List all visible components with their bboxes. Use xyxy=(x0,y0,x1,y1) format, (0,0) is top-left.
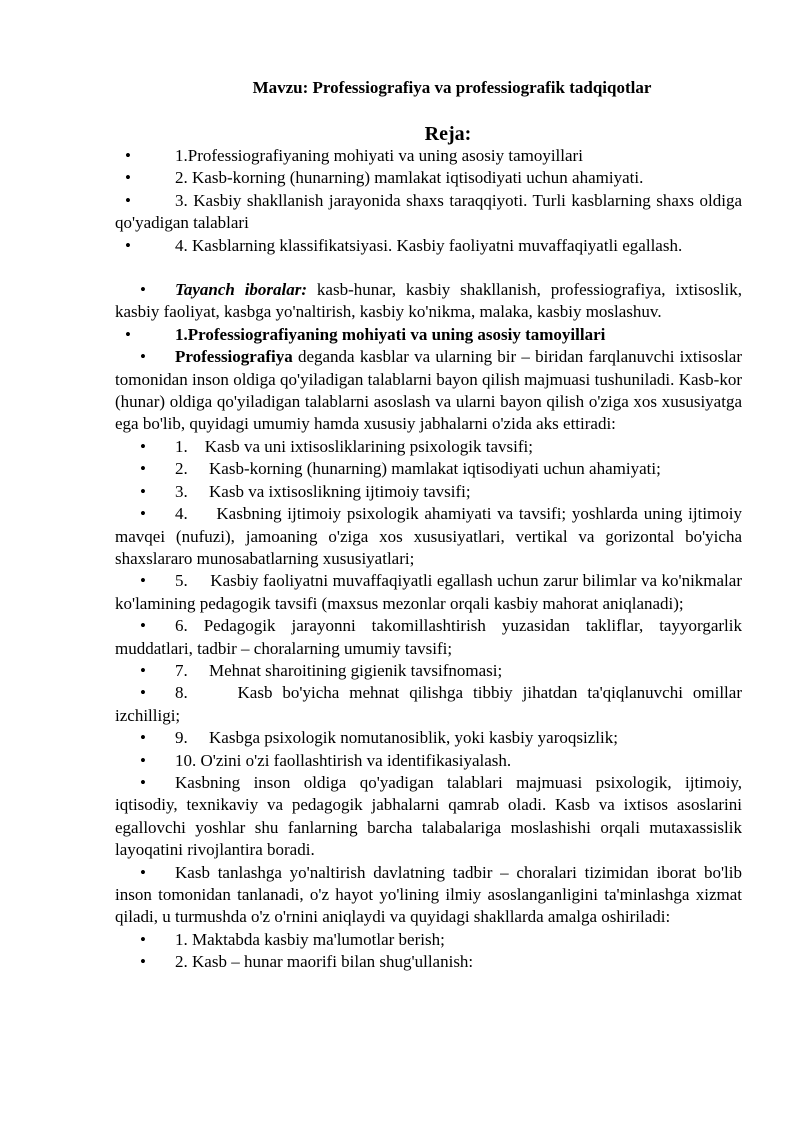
keywords-text: kasb-hunar, kasbiy shakllanish, professiografiya, ixtisoslik, kasbiy faoliyat, kasbga yo'naltirish, kasbiy ko'nikma, malaka, kasbiy moslashuv. xyxy=(115,280,742,322)
plan-item xyxy=(115,190,742,235)
keywords-label: Tayanch iboralar: xyxy=(175,280,308,300)
list-item-text: 1. Maktabda kasbiy ma'lumotlar berish; xyxy=(175,929,445,949)
list-item-text: 2. Kasb – hunar maorifi bilan shug'ullanish: xyxy=(175,952,474,972)
list-item xyxy=(115,615,742,660)
bullet-icon: • xyxy=(125,146,131,165)
plan-heading: Reja: xyxy=(424,123,472,145)
requirements-text: Kasbning inson oldiga qo'yadigan talablari majmuasi psixologik, ijtimoiy, iqtisodiy, texnikaviy va pedagogik jabhalarni qamrab oladi. Kasb va ixtisos asoslarini egallovchi yoshlar shu fanlarning barcha talabalariga moslashishi orqali mutaxassislik layoqatini rivojlantira boradi. xyxy=(115,772,742,860)
orientation-paragraph xyxy=(115,862,742,929)
plan-item-text: 2. Kasb-korning (hunarning) mamlakat iqtisodiyati uchun ahamiyati. xyxy=(175,168,644,188)
list-item xyxy=(115,951,742,973)
definition-text: deganda kasblar va ularning bir – biridan farqlanuvchi ixtisoslar tomonidan inson oldiga qo'yiladigan talablarni bayon qilish majmuasi tushuniladi. Kasb-kor (hunar) oldiga qo'yiladigan talablarni asoslash va ularni bayon qilish o'ziga xos xususiyatga ega bo'lib, quyidagi umumiy hamda xususiy jabhalarni o'zida aks ettiradi: xyxy=(115,347,742,434)
list-item xyxy=(115,750,742,772)
bullet-icon: • xyxy=(140,436,146,456)
bullet-icon: • xyxy=(125,235,131,255)
list-item xyxy=(115,682,747,727)
bullet-icon: • xyxy=(140,952,146,972)
bullet-icon: • xyxy=(140,504,146,524)
list-item xyxy=(115,436,742,458)
bullet-icon: • xyxy=(140,750,146,770)
bullet-icon: • xyxy=(140,481,146,501)
orientation-text: Kasb tanlashga yo'naltirish davlatning tadbir – choralari tizimidan iborat bo'lib inson tomonidan tanlanadi, o'z hayot yo'lining ilmiy asoslanganligini ta'minlashga xizmat qiladi, u turmushda o'z o'rnini aniqlaydi va quyidagi shakllarda amalga oshiriladi: xyxy=(115,862,742,927)
definition-paragraph xyxy=(115,346,742,436)
list-item xyxy=(115,660,742,682)
list-item-text: 2. Kasb-korning (hunarning) mamlakat iqtisodiyati uchun ahamiyati; xyxy=(175,459,661,479)
document-title: Mavzu: Professiografiya va professiografik tadqiqotlar xyxy=(252,78,652,97)
bullet-icon: • xyxy=(140,862,146,882)
section-heading-text: 1.Professiografiyaning mohiyati va uning asosiy tamoyillari xyxy=(175,324,606,344)
section-heading xyxy=(115,324,742,346)
bullet-icon: • xyxy=(125,168,131,188)
list-item-text: 3. Kasb va ixtisoslikning ijtimoiy tavsifi; xyxy=(175,481,471,501)
list-item-text: 5. Kasbiy faoliyatni muvaffaqiyatli egallash uchun zarur bilimlar va ko'nikmalar ko'lamining pedagogik tavsifi (maxsus mezonlar orqali kasbiy mahorat aniqlanadi); xyxy=(115,571,747,613)
list-item xyxy=(115,727,742,749)
list-item-text: 10. O'zini o'zi faollashtirish va identifikasiyalash. xyxy=(175,750,512,770)
requirements-paragraph xyxy=(115,772,742,862)
list-item-text: 7. Mehnat sharoitining gigienik tavsifnomasi; xyxy=(175,660,503,680)
bullet-icon: • xyxy=(140,347,146,367)
bullet-icon: • xyxy=(125,190,131,210)
bullet-icon: • xyxy=(140,728,146,748)
bullet-icon: • xyxy=(140,571,146,591)
bullet-icon: • xyxy=(125,324,131,344)
list-item xyxy=(115,929,742,951)
list-item-text: 6. Pedagogik jarayonni takomillashtirish yuzasidan takliflar, tayyorgarlik muddatlari, tadbir – choralarning umumiy tavsifi; xyxy=(115,616,742,658)
bullet-icon: • xyxy=(140,683,146,703)
bullet-icon: • xyxy=(140,616,146,636)
bullet-icon: • xyxy=(140,280,146,300)
list-item-text: 4. Kasbning ijtimoiy psixologik ahamiyati va tavsifi; yoshlarda uning ijtimoiy mavqei (nufuzi), jamoaning o'ziga xos xususiyatlari, vertikal va gorizontal bo'yicha shaxslararo munosabatlarning xususiyatlari; xyxy=(115,504,747,568)
plan-item xyxy=(115,145,742,167)
bullet-icon: • xyxy=(140,929,146,949)
plan-item-text: 4. Kasblarning klassifikatsiyasi. Kasbiy faoliyatni muvaffaqiyatli egallash. xyxy=(175,235,683,255)
list-item xyxy=(115,503,747,570)
list-item-text: 8. Kasb bo'yicha mehnat qilishga tibbiy jihatdan ta'qiqlanuvchi omillar izchilligi; xyxy=(115,683,747,725)
list-item-text: 9. Kasbga psixologik nomutanosiblik, yoki kasbiy yaroqsizlik; xyxy=(175,728,618,748)
plan-item-text: 3. Kasbiy shakllanish jarayonida shaxs taraqqiyoti. Turli kasblarning shaxs oldiga qo'yadigan talablari xyxy=(115,190,742,233)
bullet-icon: • xyxy=(140,772,146,792)
bullet-icon: • xyxy=(140,660,146,680)
list-item xyxy=(115,570,747,615)
document-body xyxy=(115,145,747,974)
plan-item xyxy=(115,235,742,257)
keywords-paragraph xyxy=(115,279,742,324)
list-item xyxy=(115,481,742,503)
list-item xyxy=(115,458,742,480)
bullet-icon: • xyxy=(140,459,146,479)
plan-item-text: 1.Professiografiyaning mohiyati va uning asosiy tamoyillari xyxy=(175,146,583,165)
list-item-text: 1. Kasb va uni ixtisosliklarining psixologik tavsifi; xyxy=(175,436,533,456)
plan-item xyxy=(115,167,742,189)
definition-term: Professiografiya xyxy=(175,347,293,367)
